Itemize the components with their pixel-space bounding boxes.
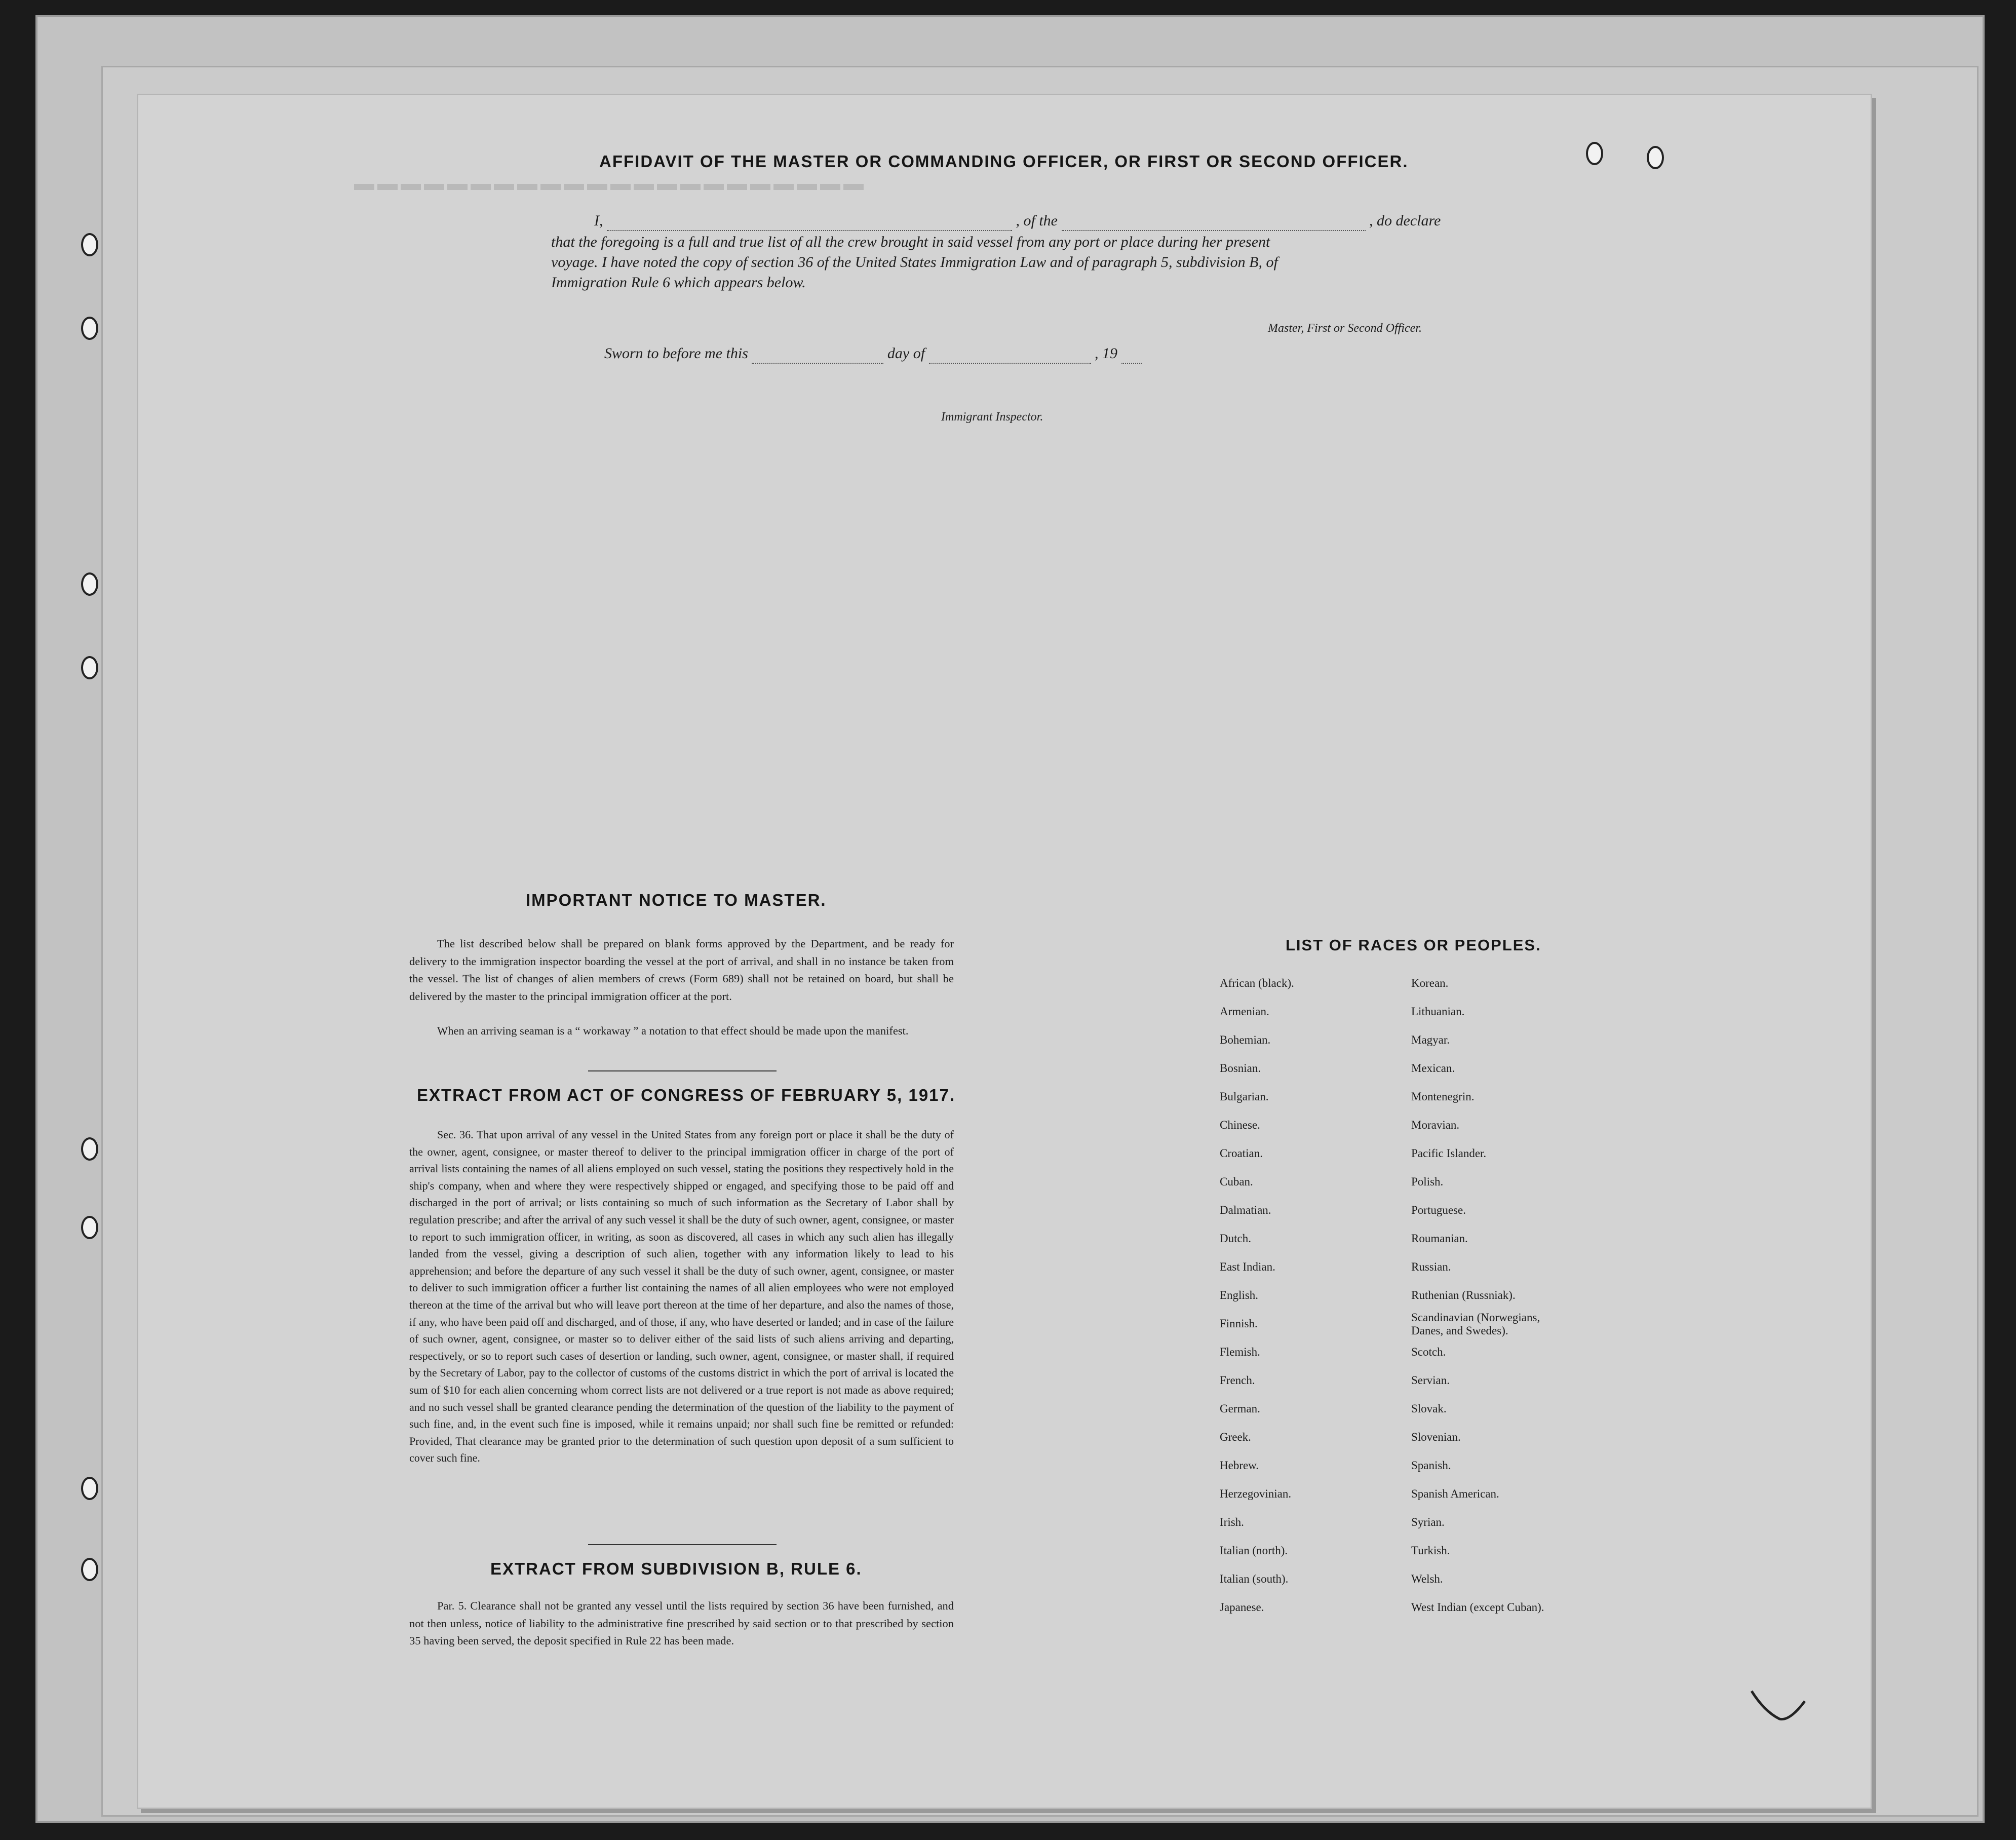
race-item: French. [1220, 1374, 1255, 1387]
sworn-text: Sworn to before me this [604, 345, 748, 362]
race-item: Russian. [1411, 1260, 1451, 1273]
rule-extract-text: Par. 5. Clearance shall not be granted any vessel until the lists required by section 36 have been furnished, and not then unless, notice of liability to the administrative fine prescribed by said section or to that prescribed by section 35 having been served, the deposit specified in Rule 22 has been made. [409, 1599, 954, 1647]
sworn-year-blank[interactable] [1121, 363, 1142, 364]
notice-paragraph-1: The list described below shall be prepared on blank forms approved by the Department, and be ready for delivery to the immigration inspector boarding the vessel at the port of arrival, and shall in no instance be taken from the vessel. The list of changes of alien members of crews (Form 689) shall not be retained on board, but shall be delivered by the master to the principal immigration officer at the port. [409, 937, 954, 1003]
race-item: Finnish. [1220, 1317, 1258, 1330]
race-item: Mexican. [1411, 1062, 1455, 1075]
race-item: Welsh. [1411, 1573, 1443, 1585]
notice-paragraph-2: When an arriving seaman is a “ workaway ” a notation to that effect should be made upon the manifest. [437, 1024, 909, 1037]
sworn-line [604, 343, 1142, 364]
race-item: Magyar. [1411, 1033, 1450, 1046]
race-item: Chinese. [1220, 1119, 1260, 1131]
divider [588, 1070, 777, 1071]
race-item: Dutch. [1220, 1232, 1251, 1245]
act-extract-text: Sec. 36. That upon arrival of any vessel in the United States from any foreign port or place it shall be the duty of the owner, agent, consignee, or master thereof to deliver to the principal immigration officer in charge of the port of arrival lists containing the names of all aliens employed on such vessel, stating the positions they respectively hold in the ship's company, when and where they were respectively shipped or engaged, and specifying those to be paid off and discharged in the port of arrival; or lists containing so much of such information as the Secretary of Labor shall by regulation prescribe; and after the arrival of any such vessel it shall be the duty of such owner, agent, consignee, or master to report to such immigration officer, in writing, as soon as discovered, all cases in which any such alien has illegally landed from the vessel, giving a description of such alien, together with any information likely to lead to his apprehension; and before the departure of any such vessel it shall be the duty of such owner, agent, consignee, or master to deliver to such immigration officer a further list containing the names of all alien employees who were not employed thereon at the time of the arrival but who will leave port thereon at the time of her departure, and also the names of those, if any, who have been paid off and discharged, and of those, if any, who have deserted or landed; and in case of the failure of such owner, agent, consignee, or master so to deliver either of the said lists of such aliens arriving and departing, respectively, or so to report such cases of desertion or landing, such owner, agent, consignee, or master shall, if required by the Secretary of Labor, pay to the collector of customs of the customs district in which the port of arrival is located the sum of $10 for each alien concerning whom correct lists are not delivered or a true report is not made as above required; and no such vessel shall be granted clearance pending the determination of the question of the liability to the payment of such fine, and, in the event such fine is imposed, while it remains unpaid; nor shall such fine be remitted or refunded: Provided, That clearance may be granted prior to the determination of such question upon deposit of a sum sufficient to cover such fine. [409, 1128, 954, 1465]
act-extract-heading: EXTRACT FROM ACT OF CONGRESS OF FEBRUARY 5, 1917. [417, 1086, 956, 1104]
race-item: Bosnian. [1220, 1062, 1261, 1075]
binding-hole [81, 1558, 98, 1581]
race-item: Scotch. [1411, 1346, 1446, 1358]
race-item: Japanese. [1220, 1601, 1264, 1614]
day-of-text: day of [887, 345, 925, 362]
master-signature-label: Master, First or Second Officer. [1268, 322, 1422, 335]
race-item: Irish. [1220, 1516, 1244, 1528]
races-heading: LIST OF RACES OR PEOPLES. [1286, 936, 1541, 954]
race-item: Spanish. [1411, 1459, 1451, 1472]
binding-hole [81, 572, 98, 596]
year-prefix: , 19 [1095, 345, 1118, 362]
binding-hole [81, 1137, 98, 1161]
affidavit-i: I, [594, 212, 603, 229]
race-item: Korean. [1411, 977, 1449, 989]
sworn-day-blank[interactable] [752, 363, 883, 364]
race-item: Dalmatian. [1220, 1204, 1271, 1216]
race-item: English. [1220, 1289, 1259, 1301]
binding-hole [81, 1216, 98, 1239]
affidavit-heading: AFFIDAVIT OF THE MASTER OR COMMANDING OFFICER, OR FIRST OR SECOND OFFICER. [599, 152, 1409, 171]
race-item: Polish. [1411, 1175, 1444, 1188]
affidavit-line-2: that the foregoing is a full and true list of all the crew brought in said vessel from any port or place during her present [551, 234, 1270, 250]
race-item: Servian. [1411, 1374, 1450, 1387]
race-item: West Indian (except Cuban). [1411, 1601, 1544, 1614]
binding-hole [81, 317, 98, 340]
race-item: Flemish. [1220, 1346, 1260, 1358]
race-item: German. [1220, 1402, 1260, 1415]
race-item: Herzegovinian. [1220, 1487, 1292, 1500]
race-item: Slovenian. [1411, 1431, 1461, 1443]
race-item: Roumanian. [1411, 1232, 1468, 1245]
race-item: Scandinavian (Norwegians, Danes, and Swedes). [1411, 1311, 1540, 1337]
race-item: Syrian. [1411, 1516, 1445, 1528]
bleed-through-text: ▬▬▬▬▬▬▬▬▬▬▬▬▬▬▬▬▬▬▬▬▬▬ [351, 172, 864, 195]
vessel-blank[interactable] [1062, 230, 1366, 231]
sworn-month-blank[interactable] [929, 363, 1091, 364]
binding-hole [81, 233, 98, 256]
race-item: Bohemian. [1220, 1033, 1271, 1046]
form-page [137, 94, 1872, 1809]
race-item: Italian (south). [1220, 1573, 1289, 1585]
race-item: Slovak. [1411, 1402, 1447, 1415]
binding-hole [81, 1477, 98, 1500]
race-item: Armenian. [1220, 1005, 1269, 1018]
race-item: Moravian. [1411, 1119, 1460, 1131]
race-item: Portuguese. [1411, 1204, 1466, 1216]
name-blank[interactable] [607, 230, 1012, 231]
race-item: Bulgarian. [1220, 1090, 1269, 1103]
race-item: Pacific Islander. [1411, 1147, 1487, 1160]
race-item: Lithuanian. [1411, 1005, 1465, 1018]
race-item: Spanish American. [1411, 1487, 1499, 1500]
race-item: Ruthenian (Russniak). [1411, 1289, 1516, 1301]
race-item: Croatian. [1220, 1147, 1263, 1160]
affidavit-line-4: Immigration Rule 6 which appears below. [551, 274, 806, 291]
notice-heading: IMPORTANT NOTICE TO MASTER. [526, 891, 827, 909]
divider [588, 1544, 777, 1545]
inspector-label: Immigrant Inspector. [941, 410, 1043, 424]
race-item: East Indian. [1220, 1260, 1275, 1273]
affidavit-line-3: voyage. I have noted the copy of section 36 of the United States Immigration Law and of paragraph 5, subdivision B, of [551, 254, 1278, 271]
affidavit-of-the: , of the [1016, 212, 1058, 229]
race-item: Cuban. [1220, 1175, 1253, 1188]
check-mark-icon [1749, 1681, 1810, 1727]
rule-extract-heading: EXTRACT FROM SUBDIVISION B, RULE 6. [490, 1559, 862, 1578]
race-item: Hebrew. [1220, 1459, 1259, 1472]
binding-hole [81, 656, 98, 679]
affidavit-do-declare: , do declare [1369, 212, 1441, 229]
race-item: African (black). [1220, 977, 1294, 989]
race-item: Greek. [1220, 1431, 1251, 1443]
affidavit-line-1 [594, 211, 1597, 231]
punch-hole [1586, 142, 1603, 165]
punch-hole [1647, 146, 1664, 169]
race-item: Montenegrin. [1411, 1090, 1475, 1103]
race-item: Turkish. [1411, 1544, 1450, 1557]
race-item: Italian (north). [1220, 1544, 1288, 1557]
